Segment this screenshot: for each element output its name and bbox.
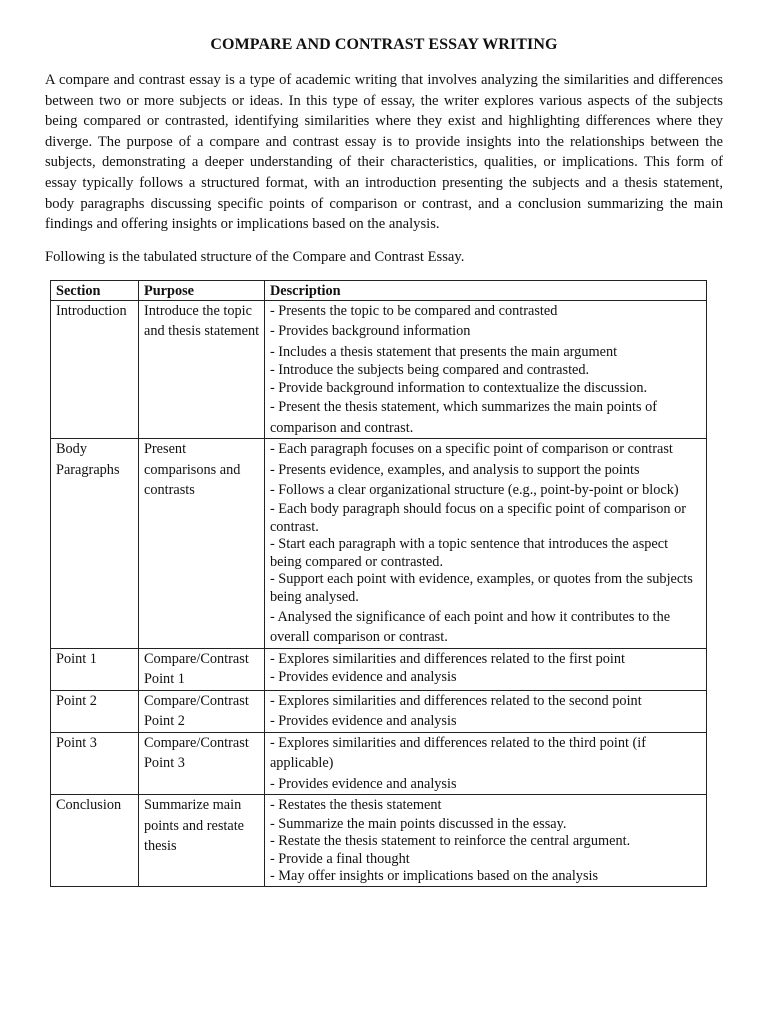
row-description — [264, 732, 706, 795]
row-purpose: Compare/Contrast Point 1 — [138, 648, 264, 690]
row-purpose: Introduce the topic and thesis statement — [138, 300, 264, 439]
table-row — [51, 648, 707, 690]
description-line: - Explores similarities and differences related to the second point — [269, 692, 642, 709]
description-line: - Each body paragraph should focus on a specific point of comparison or contrast. — [269, 500, 687, 535]
description-line: - Explores similarities and differences related to the third point (if applicable) — [269, 734, 647, 771]
description-line: - Provide background information to contextualize the discussion. — [269, 379, 648, 396]
essay-structure-table — [50, 280, 707, 887]
row-section: Conclusion — [51, 795, 139, 887]
description-line: - Provides evidence and analysis — [269, 775, 457, 792]
description-line: - Restates the thesis statement — [269, 797, 442, 813]
header-description: Description — [264, 280, 706, 300]
document-title: COMPARE AND CONTRAST ESSAY WRITING — [210, 36, 558, 53]
row-description — [264, 300, 706, 439]
row-section: Introduction — [51, 300, 139, 439]
description-line: - Start each paragraph with a topic sentence that introduces the aspect being compared or contrasted. — [269, 536, 669, 570]
description-line: - Includes a thesis statement that presents the main argument — [269, 343, 618, 360]
row-section: Point 2 — [51, 690, 139, 732]
row-purpose: Summarize main points and restate thesis — [138, 795, 264, 887]
table-row — [51, 690, 707, 732]
description-line: - Present the thesis statement, which summarizes the main points of comparison and contrast. — [269, 399, 658, 436]
description-line: - Each paragraph focuses on a specific point of comparison or contrast — [269, 441, 673, 458]
table-row — [51, 439, 707, 648]
row-description — [264, 648, 706, 690]
description-line: - Provide a final thought — [269, 850, 410, 867]
description-line: - Provides background information — [269, 323, 471, 340]
description-line: - Summarize the main points discussed in the essay. — [269, 815, 567, 832]
description-line: - Provides evidence and analysis — [269, 713, 457, 729]
description-line: - Presents the topic to be compared and contrasted — [269, 302, 558, 319]
description-line: - Provides evidence and analysis — [269, 669, 457, 685]
description-line: - Explores similarities and differences related to the first point — [269, 650, 626, 667]
row-section: Point 3 — [51, 732, 139, 795]
description-line: - May offer insights or implications based on the analysis — [269, 868, 599, 885]
description-line: - Follows a clear organizational structure (e.g., point-by-point or block) — [269, 482, 679, 499]
row-description — [264, 795, 706, 887]
intro-paragraph: A compare and contrast essay is a type of academic writing that involves analyzing the similarities and differences between two or more subjects or ideas. In this type of essay, the writer explores various aspects of the subjects being compared or contrasted, identifying similarities where they exist and highlighting differences where they diverge. The purpose of a compare and contrast essay is to provide insights into the relationships between the subjects, demonstrating a deeper understanding of their characteristics, qualities, or implications. This form of essay typically follows a structured format, with an introduction presenting the subjects and a thesis statement, body paragraphs discussing specific points of comparison or contrast, and a conclusion summarizing the main findings and offering insights or implications based on the analysis. — [45, 72, 723, 233]
row-purpose: Compare/Contrast Point 2 — [138, 690, 264, 732]
table-row — [51, 732, 707, 795]
header-purpose: Purpose — [138, 280, 264, 300]
description-line: - Presents evidence, examples, and analysis to support the points — [269, 461, 640, 478]
row-description — [264, 690, 706, 732]
header-section: Section — [51, 280, 139, 300]
row-section: Point 1 — [51, 648, 139, 690]
row-purpose: Present comparisons and contrasts — [138, 439, 264, 648]
description-line: - Introduce the subjects being compared and contrasted. — [269, 362, 590, 379]
table-lead-sentence: Following is the tabulated structure of the Compare and Contrast Essay. — [45, 248, 465, 265]
description-line: - Analysed the significance of each point and how it contributes to the overall comparison or contrast. — [269, 608, 671, 645]
row-description — [264, 439, 706, 648]
row-purpose: Compare/Contrast Point 3 — [138, 732, 264, 795]
description-line: - Restate the thesis statement to reinforce the central argument. — [269, 833, 631, 850]
table-row — [51, 795, 707, 887]
row-section: Body Paragraphs — [51, 439, 139, 648]
description-line: - Support each point with evidence, examples, or quotes from the subjects being analysed. — [269, 571, 693, 605]
table-header-row — [51, 280, 707, 300]
table-row — [51, 300, 707, 439]
